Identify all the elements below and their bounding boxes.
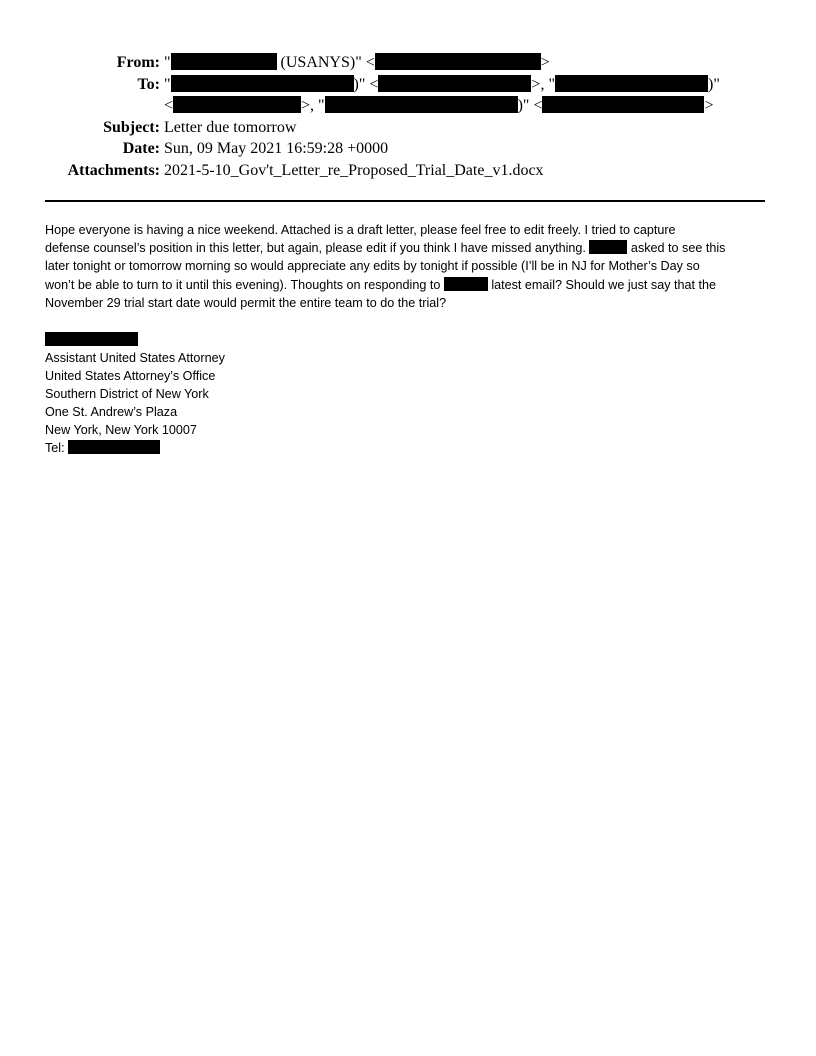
body-line: won’t be able to turn to it until this evening). Thoughts on responding to latest email? Should we just say that the	[45, 277, 717, 292]
redaction-box	[171, 75, 354, 92]
from-value: " (USANYS)" < >	[164, 54, 550, 71]
signature-address-2: New York, New York 10007	[45, 423, 197, 437]
redaction-box	[589, 240, 627, 254]
redaction-box	[375, 53, 541, 70]
signature-name	[45, 331, 225, 349]
redaction-box	[171, 53, 277, 70]
signature-district: Southern District of New York	[45, 387, 209, 401]
to-row	[0, 74, 816, 117]
attachments-row	[0, 160, 816, 182]
date-value: Sun, 09 May 2021 16:59:28 +0000	[164, 140, 389, 157]
header-divider	[45, 200, 765, 202]
email-body	[45, 221, 775, 312]
redaction-box	[378, 75, 531, 92]
signature-block	[45, 331, 225, 457]
body-line: November 29 trial start date would permit the entire team to do the trial?	[45, 295, 447, 310]
subject-row	[0, 117, 816, 139]
signature-tel: Tel:	[45, 439, 225, 457]
subject-label: Subject:	[103, 118, 160, 136]
attachment-link[interactable]: 2021-5-10_Gov't_Letter_re_Proposed_Trial_Date_v1.docx	[164, 161, 544, 179]
to-label: To:	[137, 75, 160, 93]
redaction-box	[444, 277, 488, 291]
body-line: later tonight or tomorrow morning so would appreciate any edits by tonight if possible (I’ll be in NJ for Mother’s Day so	[45, 259, 700, 274]
signature-title: Assistant United States Attorney	[45, 351, 225, 365]
redaction-box	[45, 332, 138, 346]
redaction-box	[542, 96, 704, 113]
subject-value: Letter due tomorrow	[164, 118, 297, 136]
date-label: Date:	[122, 140, 160, 157]
to-value: " )" < >, " )" < >, " )" < >	[164, 75, 720, 114]
date-row	[0, 138, 816, 160]
from-row	[0, 52, 816, 74]
signature-office: United States Attorney’s Office	[45, 369, 216, 383]
redaction-box	[325, 96, 518, 113]
from-label: From:	[116, 54, 160, 71]
redaction-box	[173, 96, 301, 113]
redaction-box	[68, 440, 160, 454]
redaction-box	[555, 75, 708, 92]
body-line: Hope everyone is having a nice weekend. Attached is a draft letter, please feel free to edit freely. I tried to capture	[45, 223, 676, 237]
attachments-label: Attachments:	[67, 161, 160, 179]
email-header	[0, 52, 816, 181]
body-line: defense counsel’s position in this letter, but again, please edit if you think I have missed anything. asked to see this	[45, 241, 726, 256]
signature-address-1: One St. Andrew’s Plaza	[45, 405, 178, 419]
